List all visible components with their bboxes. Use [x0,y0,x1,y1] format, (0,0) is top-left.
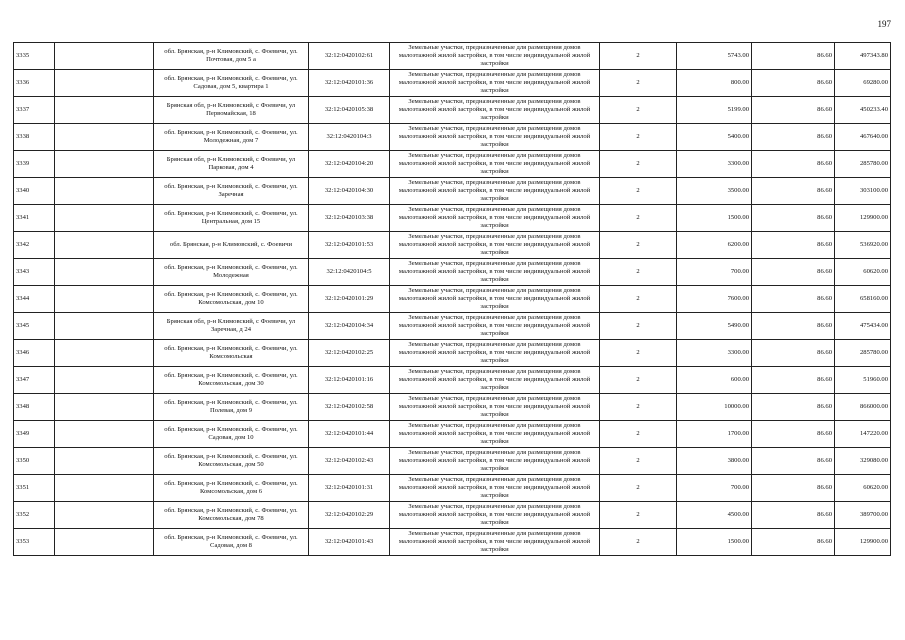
table-row [14,394,891,421]
address-cell: обл. Брянская, р-н Климовский, с. Фоевичи, ул. Комсомольская, дом 50 [154,448,309,475]
row-number-cell: 3341 [14,205,55,232]
cadastral-number-cell: 32:12:0420105:38 [309,97,390,124]
category-cell: 2 [600,97,677,124]
cadastral-value-cell: 497343.80 [835,43,891,70]
category-cell: 2 [600,151,677,178]
area-cell: 5490.00 [677,313,752,340]
table-row [14,259,891,286]
rate-cell: 86.60 [752,340,835,367]
area-cell: 1500.00 [677,529,752,556]
empty-cell [55,178,154,205]
cadastral-number-cell: 32:12:0420102:58 [309,394,390,421]
registry-table-body [14,43,891,556]
category-cell: 2 [600,394,677,421]
rate-cell: 86.60 [752,205,835,232]
land-use-cell: Земельные участки, предназначенные для размещения домов малоэтажной жилой застройки, в том числе индивидуальной жилой застройки [390,259,600,286]
category-cell: 2 [600,448,677,475]
area-cell: 5400.00 [677,124,752,151]
cadastral-value-cell: 60620.00 [835,259,891,286]
land-use-cell: Земельные участки, предназначенные для размещения домов малоэтажной жилой застройки, в том числе индивидуальной жилой застройки [390,43,600,70]
page-number: 197 [877,19,891,29]
row-number-cell: 3339 [14,151,55,178]
rate-cell: 86.60 [752,70,835,97]
address-cell: Брянская обл, р-н Климовский, с Фоевичи, ул Первомайская, 18 [154,97,309,124]
table-row [14,367,891,394]
cadastral-number-cell: 32:12:0420101:43 [309,529,390,556]
land-use-cell: Земельные участки, предназначенные для размещения домов малоэтажной жилой застройки, в том числе индивидуальной жилой застройки [390,205,600,232]
category-cell: 2 [600,475,677,502]
cadastral-value-cell: 285780.00 [835,340,891,367]
area-cell: 600.00 [677,367,752,394]
cadastral-value-cell: 60620.00 [835,475,891,502]
land-use-cell: Земельные участки, предназначенные для размещения домов малоэтажной жилой застройки, в том числе индивидуальной жилой застройки [390,124,600,151]
rate-cell: 86.60 [752,367,835,394]
table-row [14,232,891,259]
cadastral-number-cell: 32:12:0420102:43 [309,448,390,475]
table-row [14,70,891,97]
category-cell: 2 [600,232,677,259]
address-cell: обл. Брянская, р-н Климовский, с. Фоевичи, ул. Почтовая, дом 5 а [154,43,309,70]
land-use-cell: Земельные участки, предназначенные для размещения домов малоэтажной жилой застройки, в том числе индивидуальной жилой застройки [390,394,600,421]
category-cell: 2 [600,178,677,205]
row-number-cell: 3342 [14,232,55,259]
empty-cell [55,421,154,448]
address-cell: Брянская обл, р-н Климовский, с Фоевичи, ул Заречная, д 24 [154,313,309,340]
cadastral-number-cell: 32:12:0420101:16 [309,367,390,394]
table-row [14,97,891,124]
area-cell: 10000.00 [677,394,752,421]
land-use-cell: Земельные участки, предназначенные для размещения домов малоэтажной жилой застройки, в том числе индивидуальной жилой застройки [390,151,600,178]
empty-cell [55,475,154,502]
cadastral-value-cell: 51960.00 [835,367,891,394]
row-number-cell: 3340 [14,178,55,205]
land-use-cell: Земельные участки, предназначенные для размещения домов малоэтажной жилой застройки, в том числе индивидуальной жилой застройки [390,448,600,475]
cadastral-value-cell: 475434.00 [835,313,891,340]
address-cell: обл. Брянская, р-н Климовский, с. Фоевичи [154,232,309,259]
category-cell: 2 [600,421,677,448]
category-cell: 2 [600,502,677,529]
cadastral-number-cell: 32:12:0420101:31 [309,475,390,502]
address-cell: обл. Брянская, р-н Климовский, с. Фоевичи, ул. Заречная [154,178,309,205]
rate-cell: 86.60 [752,97,835,124]
empty-cell [55,97,154,124]
land-use-cell: Земельные участки, предназначенные для размещения домов малоэтажной жилой застройки, в том числе индивидуальной жилой застройки [390,178,600,205]
address-cell: обл. Брянская, р-н Климовский, с. Фоевичи, ул. Садовая, дом 8 [154,529,309,556]
address-cell: обл. Брянская, р-н Климовский, с. Фоевичи, ул. Комсомольская, дом 30 [154,367,309,394]
address-cell: обл. Брянская, р-н Климовский, с. Фоевичи, ул. Центральная, дом 15 [154,205,309,232]
category-cell: 2 [600,313,677,340]
land-use-cell: Земельные участки, предназначенные для размещения домов малоэтажной жилой застройки, в том числе индивидуальной жилой застройки [390,529,600,556]
rate-cell: 86.60 [752,529,835,556]
category-cell: 2 [600,286,677,313]
category-cell: 2 [600,205,677,232]
rate-cell: 86.60 [752,124,835,151]
category-cell: 2 [600,259,677,286]
category-cell: 2 [600,43,677,70]
land-use-cell: Земельные участки, предназначенные для размещения домов малоэтажной жилой застройки, в том числе индивидуальной жилой застройки [390,502,600,529]
cadastral-value-cell: 285780.00 [835,151,891,178]
rate-cell: 86.60 [752,502,835,529]
empty-cell [55,313,154,340]
area-cell: 3800.00 [677,448,752,475]
rate-cell: 86.60 [752,232,835,259]
land-use-cell: Земельные участки, предназначенные для размещения домов малоэтажной жилой застройки, в том числе индивидуальной жилой застройки [390,367,600,394]
address-cell: обл. Брянская, р-н Климовский, с. Фоевичи, ул. Комсомольская, дом 10 [154,286,309,313]
cadastral-number-cell: 32:12:0420102:25 [309,340,390,367]
empty-cell [55,367,154,394]
rate-cell: 86.60 [752,43,835,70]
cadastral-number-cell: 32:12:0420103:38 [309,205,390,232]
table-row [14,124,891,151]
cadastral-value-cell: 866000.00 [835,394,891,421]
empty-cell [55,394,154,421]
category-cell: 2 [600,340,677,367]
category-cell: 2 [600,70,677,97]
rate-cell: 86.60 [752,313,835,340]
area-cell: 1700.00 [677,421,752,448]
land-use-cell: Земельные участки, предназначенные для размещения домов малоэтажной жилой застройки, в том числе индивидуальной жилой застройки [390,421,600,448]
row-number-cell: 3345 [14,313,55,340]
rate-cell: 86.60 [752,421,835,448]
cadastral-value-cell: 658160.00 [835,286,891,313]
address-cell: обл. Брянская, р-н Климовский, с. Фоевичи, ул. Полевая, дом 9 [154,394,309,421]
area-cell: 3300.00 [677,151,752,178]
row-number-cell: 3347 [14,367,55,394]
area-cell: 4500.00 [677,502,752,529]
table-row [14,421,891,448]
address-cell: обл. Брянская, р-н Климовский, с. Фоевичи, ул. Комсомольская [154,340,309,367]
empty-cell [55,205,154,232]
row-number-cell: 3346 [14,340,55,367]
cadastral-number-cell: 32:12:0420101:29 [309,286,390,313]
cadastral-value-cell: 129900.00 [835,529,891,556]
area-cell: 5199.00 [677,97,752,124]
row-number-cell: 3351 [14,475,55,502]
rate-cell: 86.60 [752,448,835,475]
land-use-cell: Земельные участки, предназначенные для размещения домов малоэтажной жилой застройки, в том числе индивидуальной жилой застройки [390,232,600,259]
cadastral-number-cell: 32:12:0420104:5 [309,259,390,286]
cadastral-number-cell: 32:12:0420102:29 [309,502,390,529]
area-cell: 1500.00 [677,205,752,232]
empty-cell [55,529,154,556]
cadastral-number-cell: 32:12:0420104:34 [309,313,390,340]
area-cell: 3500.00 [677,178,752,205]
area-cell: 6200.00 [677,232,752,259]
cadastral-value-cell: 329080.00 [835,448,891,475]
rate-cell: 86.60 [752,151,835,178]
area-cell: 700.00 [677,475,752,502]
empty-cell [55,448,154,475]
table-row [14,43,891,70]
cadastral-number-cell: 32:12:0420101:44 [309,421,390,448]
address-cell: Брянская обл, р-н Климовский, с Фоевичи, ул Парковая, дом 4 [154,151,309,178]
table-row [14,178,891,205]
cadastral-value-cell: 536920.00 [835,232,891,259]
cadastral-number-cell: 32:12:0420104:20 [309,151,390,178]
cadastral-number-cell: 32:12:0420102:61 [309,43,390,70]
row-number-cell: 3349 [14,421,55,448]
empty-cell [55,232,154,259]
rate-cell: 86.60 [752,286,835,313]
row-number-cell: 3348 [14,394,55,421]
cadastral-number-cell: 32:12:0420101:53 [309,232,390,259]
address-cell: обл. Брянская, р-н Климовский, с. Фоевичи, ул. Комсомольская, дом 78 [154,502,309,529]
address-cell: обл. Брянская, р-н Климовский, с. Фоевичи, ул. Молодежная [154,259,309,286]
category-cell: 2 [600,367,677,394]
table-row [14,313,891,340]
row-number-cell: 3336 [14,70,55,97]
address-cell: обл. Брянская, р-н Климовский, с. Фоевичи, ул. Садовая, дом 5, квартира 1 [154,70,309,97]
table-row [14,448,891,475]
land-use-cell: Земельные участки, предназначенные для размещения домов малоэтажной жилой застройки, в том числе индивидуальной жилой застройки [390,286,600,313]
table-row [14,286,891,313]
table-row [14,502,891,529]
row-number-cell: 3352 [14,502,55,529]
empty-cell [55,70,154,97]
rate-cell: 86.60 [752,178,835,205]
cadastral-value-cell: 450233.40 [835,97,891,124]
cadastral-value-cell: 303100.00 [835,178,891,205]
row-number-cell: 3343 [14,259,55,286]
row-number-cell: 3337 [14,97,55,124]
cadastral-number-cell: 32:12:0420101:36 [309,70,390,97]
category-cell: 2 [600,529,677,556]
cadastral-number-cell: 32:12:0420104:3 [309,124,390,151]
category-cell: 2 [600,124,677,151]
row-number-cell: 3350 [14,448,55,475]
address-cell: обл. Брянская, р-н Климовский, с. Фоевичи, ул. Комсомольская, дом 6 [154,475,309,502]
cadastral-value-cell: 129900.00 [835,205,891,232]
row-number-cell: 3338 [14,124,55,151]
row-number-cell: 3335 [14,43,55,70]
table-row [14,151,891,178]
area-cell: 3300.00 [677,340,752,367]
area-cell: 7600.00 [677,286,752,313]
row-number-cell: 3344 [14,286,55,313]
empty-cell [55,151,154,178]
land-use-cell: Земельные участки, предназначенные для размещения домов малоэтажной жилой застройки, в том числе индивидуальной жилой застройки [390,313,600,340]
table-row [14,529,891,556]
area-cell: 800.00 [677,70,752,97]
land-use-cell: Земельные участки, предназначенные для размещения домов малоэтажной жилой застройки, в том числе индивидуальной жилой застройки [390,475,600,502]
cadastral-number-cell: 32:12:0420104:30 [309,178,390,205]
land-registry-table [13,42,891,556]
empty-cell [55,340,154,367]
empty-cell [55,124,154,151]
empty-cell [55,502,154,529]
row-number-cell: 3353 [14,529,55,556]
land-use-cell: Земельные участки, предназначенные для размещения домов малоэтажной жилой застройки, в том числе индивидуальной жилой застройки [390,70,600,97]
address-cell: обл. Брянская, р-н Климовский, с. Фоевичи, ул. Молодежная, дом 7 [154,124,309,151]
cadastral-value-cell: 389700.00 [835,502,891,529]
rate-cell: 86.60 [752,475,835,502]
cadastral-value-cell: 69280.00 [835,70,891,97]
cadastral-value-cell: 467640.00 [835,124,891,151]
table-row [14,475,891,502]
cadastral-value-cell: 147220.00 [835,421,891,448]
table-row [14,205,891,232]
rate-cell: 86.60 [752,394,835,421]
empty-cell [55,286,154,313]
table-row [14,340,891,367]
land-use-cell: Земельные участки, предназначенные для размещения домов малоэтажной жилой застройки, в том числе индивидуальной жилой застройки [390,97,600,124]
rate-cell: 86.60 [752,259,835,286]
empty-cell [55,259,154,286]
land-use-cell: Земельные участки, предназначенные для размещения домов малоэтажной жилой застройки, в том числе индивидуальной жилой застройки [390,340,600,367]
area-cell: 5743.00 [677,43,752,70]
empty-cell [55,43,154,70]
area-cell: 700.00 [677,259,752,286]
address-cell: обл. Брянская, р-н Климовский, с. Фоевичи, ул. Садовая, дом 10 [154,421,309,448]
